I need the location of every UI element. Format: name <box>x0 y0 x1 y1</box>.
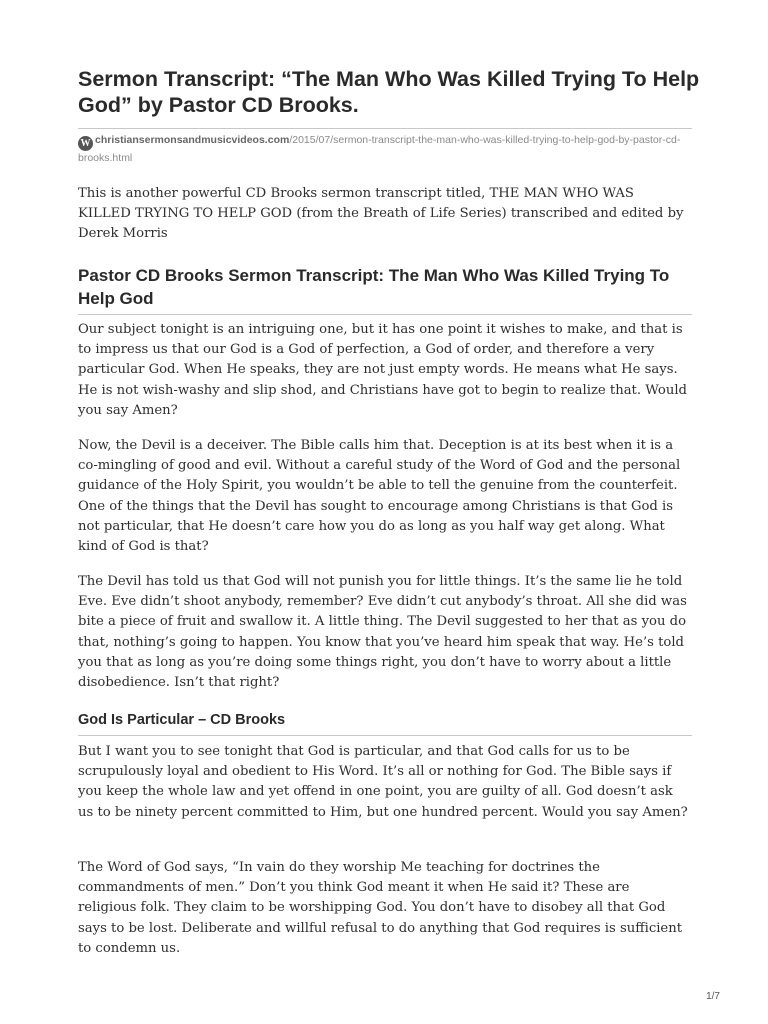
source-path[interactable]: /2015/07/sermon-transcript-the-man-who-was-killed-trying-to-help-god-by-pastor-cd-brooks.html <box>78 134 681 164</box>
source-domain[interactable]: christiansermonsandmusicvideos.com <box>95 134 290 146</box>
body-paragraph-3: The Devil has told us that God will not punish you for little things. It’s the same lie he told Eve. Eve didn’t shoot anybody, remember? Eve didn’t cut anybody’s throat. All she did was bite a piece of fruit and swallow it. A little thing. The Devil suggested to her that as you do that, nothing’s going to happen. You know that you’ve heard him speak that way. He’s told you that as long as you’re doing some things right, you don’t have to worry about a little disobedience. Isn’t that right? <box>78 574 687 691</box>
section-heading: Pastor CD Brooks Sermon Transcript: The Man Who Was Killed Trying To Help God <box>78 264 692 315</box>
body-paragraph-2: Now, the Devil is a deceiver. The Bible calls him that. Deception is at its best when it is a co-mingling of good and evil. Without a careful study of the Word of God and the personal guidance of the Holy Spirit, you wouldn’t be able to tell the genuine from the counterfeit. One of the things that the Devil has sought to encourage among Christians is that God is not particular, that He doesn’t care how you do as long as you half way get along. What kind of God is that? <box>78 438 681 555</box>
wordpress-icon: W <box>78 136 93 151</box>
intro-paragraph: This is another powerful CD Brooks sermon transcript titled, THE MAN WHO WAS KILLED TRYING TO HELP GOD (from the Breath of Life Series) transcribed and edited by Derek Morris <box>78 186 684 242</box>
page-number: 1/7 <box>706 991 720 1002</box>
subheading: God Is Particular – CD Brooks <box>78 710 692 736</box>
page-title: Sermon Transcript: “The Man Who Was Killed Trying To Help God” by Pastor CD Brooks. <box>78 67 700 117</box>
source-url[interactable] <box>78 128 692 165</box>
body-paragraph-1: Our subject tonight is an intriguing one, but it has one point it wishes to make, and that is to impress us that our God is a God of perfection, a God of order, and therefore a very particular God. When He speaks, they are not just empty words. He means what He says. He is not wish-washy and slip shod, and Christians have got to begin to realize that. Would you say Amen? <box>78 322 687 418</box>
body-paragraph-4: But I want you to see tonight that God is particular, and that God calls for us to be scrupulously loyal and obedient to His Word. It’s all or nothing for God. The Bible says if you keep the whole law and yet offend in one point, you are guilty of all. God doesn’t ask us to be ninety percent committed to Him, but one hundred percent. Would you say Amen? <box>78 744 688 820</box>
body-paragraph-5: The Word of God says, “In vain do they worship Me teaching for doctrines the commandments of men.” Don’t you think God meant it when He said it? These are religious folk. They claim to be worshipping God. You don’t have to disobey all that God says to be lost. Deliberate and willful refusal to do anything that God requires is sufficient to condemn us. <box>78 860 683 956</box>
